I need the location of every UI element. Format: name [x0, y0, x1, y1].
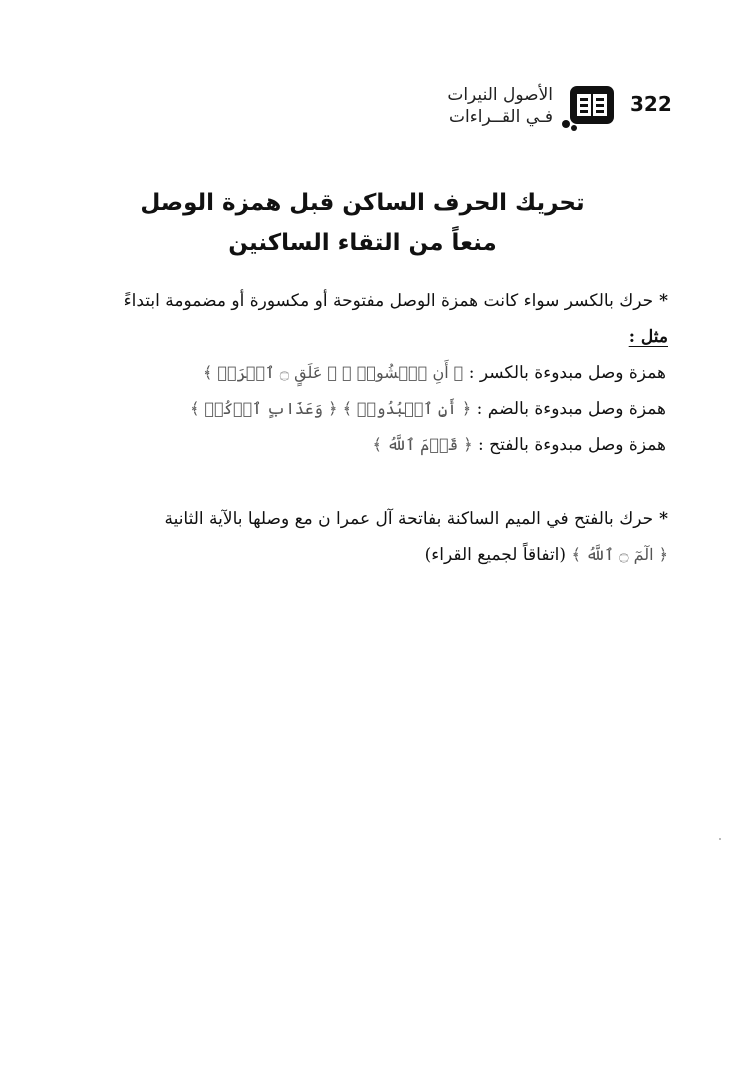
rule-1 — [100, 283, 668, 319]
rule-1-text: حرك بالكسر سواء كانت همزة الوصل مفتوحة أو مكسورة أو مضمومة ابتداءً — [123, 291, 654, 311]
rule-2-text: حرك بالفتح في الميم الساكنة بفاتحة آل عمرا ن مع وصلها بالآية الثانية — [164, 509, 654, 529]
example-label: مثل : — [628, 327, 668, 347]
example-kasr-verse: ﴿ أَنِ ٱمۡشُوا۟ ﴾ ﴿ عَلَقٍ ۝ ٱقۡرَأۡ ﴾ — [203, 363, 464, 382]
rule-2-note: (اتفاقاً لجميع القراء) — [424, 545, 567, 565]
example-damm-label: همزة وصل مبدوءة بالضم : — [476, 399, 666, 419]
heading-line1: تحريك الحرف الساكن قبل همزة الوصل — [140, 190, 585, 216]
example-fath — [100, 427, 668, 463]
example-label-line — [100, 319, 668, 355]
page-content — [100, 283, 668, 573]
scan-speck — [719, 838, 721, 840]
rule-2 — [100, 501, 668, 537]
book-logo-icon — [560, 82, 620, 134]
rule-2-example — [100, 537, 668, 573]
series-title-line2: فـي القــراءات — [449, 107, 553, 127]
chapter-heading — [140, 183, 585, 263]
series-title-line1: الأصول النيرات — [447, 85, 553, 105]
example-fath-verse: ﴿ قَوۡمَ ٱللَّهُ ﴾ — [372, 435, 473, 454]
series-title — [420, 84, 553, 128]
bullet-1: * — [659, 291, 668, 311]
rule-2-verse: ﴿ الٓمٓ ۝ ٱللَّهُ ﴾ — [571, 545, 668, 564]
example-kasr — [100, 355, 668, 391]
example-fath-label: همزة وصل مبدوءة بالفتح : — [477, 435, 666, 455]
page-number: 322 — [630, 92, 672, 116]
example-damm — [100, 391, 668, 427]
bullet-2: * — [659, 509, 668, 529]
heading-line2: منعاً من التقاء الساكنين — [228, 230, 497, 256]
example-damm-verse: ﴿ أَنِ ٱعۡبُدُوا۟ ﴾ ﴿ وَعَذَابٍ ٱرۡكُضۡ ﴾ — [190, 399, 472, 418]
example-kasr-label: همزة وصل مبدوءة بالكسر : — [468, 363, 666, 383]
